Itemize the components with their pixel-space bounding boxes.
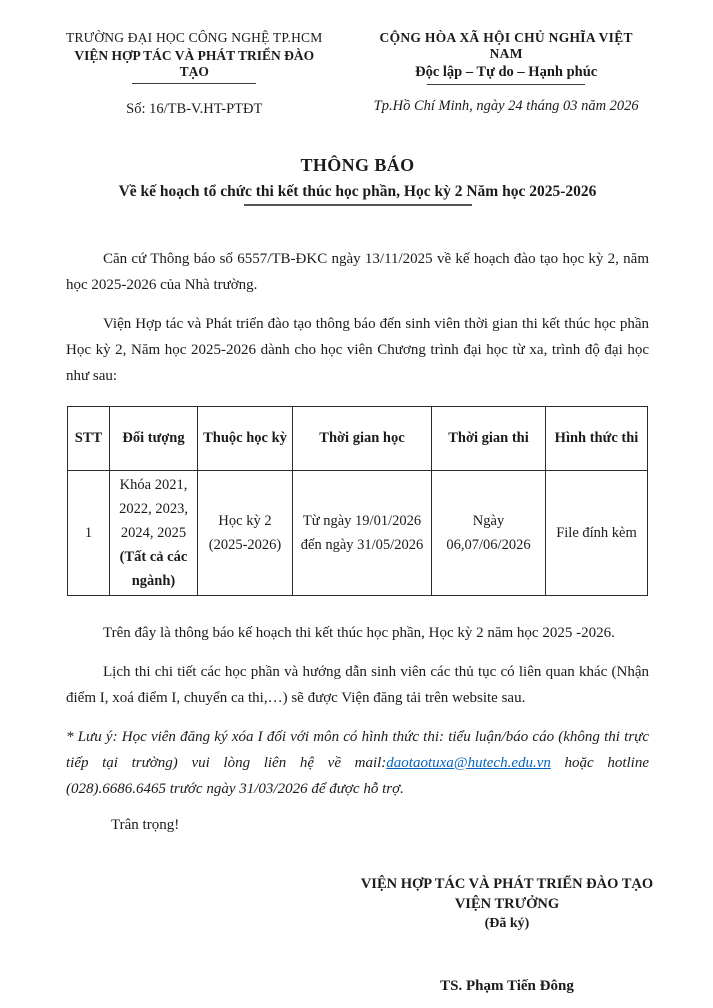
national-motto-line2: Độc lập – Tự do – Hạnh phúc bbox=[415, 64, 598, 80]
header-left-rule bbox=[132, 83, 256, 84]
paragraph-note bbox=[66, 724, 649, 802]
note-text-suffix: hoặc hotline (028).6686.6465 trước ngày 31/03/2026 để được hỗ trợ. bbox=[66, 754, 649, 797]
exam-schedule-table bbox=[67, 406, 648, 596]
closing-line: Trân trọng! bbox=[111, 816, 180, 833]
cell-doi-tuong-all-majors: (Tất cả các ngành) bbox=[119, 548, 188, 589]
signature-organization: VIỆN HỢP TÁC VÀ PHÁT TRIỂN ĐÀO TẠO bbox=[360, 875, 654, 892]
header-right-block bbox=[363, 30, 649, 115]
cell-doi-tuong-cohorts: Khóa 2021, 2022, 2023, 2024, 2025 bbox=[119, 476, 188, 541]
col-header-thoi-gian-thi: Thời gian thi bbox=[432, 406, 546, 470]
table-header-row bbox=[68, 406, 648, 470]
signature-position: VIỆN TRƯỞNG bbox=[454, 895, 560, 912]
col-header-hinh-thuc-thi: Hình thức thi bbox=[546, 406, 648, 470]
note-text-prefix: * Lưu ý: Học viên đăng ký xóa I đối với môn có hình thức thi: tiểu luận/báo cáo (không thi trực tiếp tại trường) vui lòng liên hệ về mail: bbox=[66, 728, 649, 771]
cell-thoi-gian-hoc: Từ ngày 19/01/2026 đến ngày 31/05/2026 bbox=[293, 470, 432, 595]
header-right-rule bbox=[427, 84, 585, 85]
cell-hinh-thuc-thi: File đính kèm bbox=[546, 470, 648, 595]
signature-block bbox=[357, 874, 657, 995]
cell-thuoc-hoc-ky: Học kỳ 2 (2025-2026) bbox=[198, 470, 293, 595]
cell-thoi-gian-thi: Ngày 06,07/06/2026 bbox=[432, 470, 546, 595]
document-number: Số: 16/TB-V.HT-PTĐT bbox=[126, 101, 263, 118]
col-header-doi-tuong: Đối tượng bbox=[110, 406, 198, 470]
paragraph-summary: Trên đây là thông báo kế hoạch thi kết thúc học phần, Học kỳ 2 năm học 2025 -2026. bbox=[103, 624, 615, 641]
document-title: THÔNG BÁO bbox=[300, 155, 415, 176]
university-name: TRƯỜNG ĐẠI HỌC CÔNG NGHỆ TP.HCM bbox=[66, 30, 323, 45]
document-header bbox=[66, 30, 649, 118]
col-header-thoi-gian-hoc: Thời gian học bbox=[293, 406, 432, 470]
header-left-block bbox=[66, 30, 323, 118]
title-block bbox=[66, 155, 649, 205]
signature-name: TS. Phạm Tiến Đông bbox=[440, 977, 574, 994]
email-link[interactable]: daotaotuxa@hutech.edu.vn bbox=[386, 754, 551, 771]
document-subtitle: Về kế hoạch tổ chức thi kết thúc học phần, Học kỳ 2 Năm học 2025-2026 bbox=[118, 183, 597, 201]
cell-doi-tuong bbox=[110, 470, 198, 595]
institute-name: VIỆN HỢP TÁC VÀ PHÁT TRIỂN ĐÀO TẠO bbox=[74, 48, 315, 79]
cell-stt: 1 bbox=[68, 470, 110, 595]
paragraph-basis: Căn cứ Thông báo số 6557/TB-ĐKC ngày 13/11/2025 về kế hoạch đào tạo học kỳ 2, năm học 2025-2026 của Nhà trường. bbox=[66, 250, 649, 293]
national-motto-line1: CỘNG HÒA XÃ HỘI CHỦ NGHĨA VIỆT NAM bbox=[379, 30, 633, 61]
title-rule bbox=[244, 204, 472, 205]
signature-signed-note: (Đã ký) bbox=[484, 915, 530, 931]
col-header-thuoc-hoc-ky: Thuộc học kỳ bbox=[198, 406, 293, 470]
col-header-stt: STT bbox=[68, 406, 110, 470]
paragraph-details: Lịch thi chi tiết các học phần và hướng dẫn sinh viên các thủ tục có liên quan khác (Nhận điểm I, xoá điểm I, chuyển ca thi,…) sẽ được Viện đăng tải trên website sau. bbox=[66, 663, 649, 706]
table-row bbox=[68, 470, 648, 595]
place-date-line: Tp.Hồ Chí Minh, ngày 24 tháng 03 năm 2026 bbox=[373, 98, 639, 115]
paragraph-announcement: Viện Hợp tác và Phát triển đào tạo thông báo đến sinh viên thời gian thi kết thúc học phần Học kỳ 2, Năm học 2025-2026 dành cho học viên Chương trình đại học từ xa, trình độ đại học như sau: bbox=[66, 315, 649, 384]
